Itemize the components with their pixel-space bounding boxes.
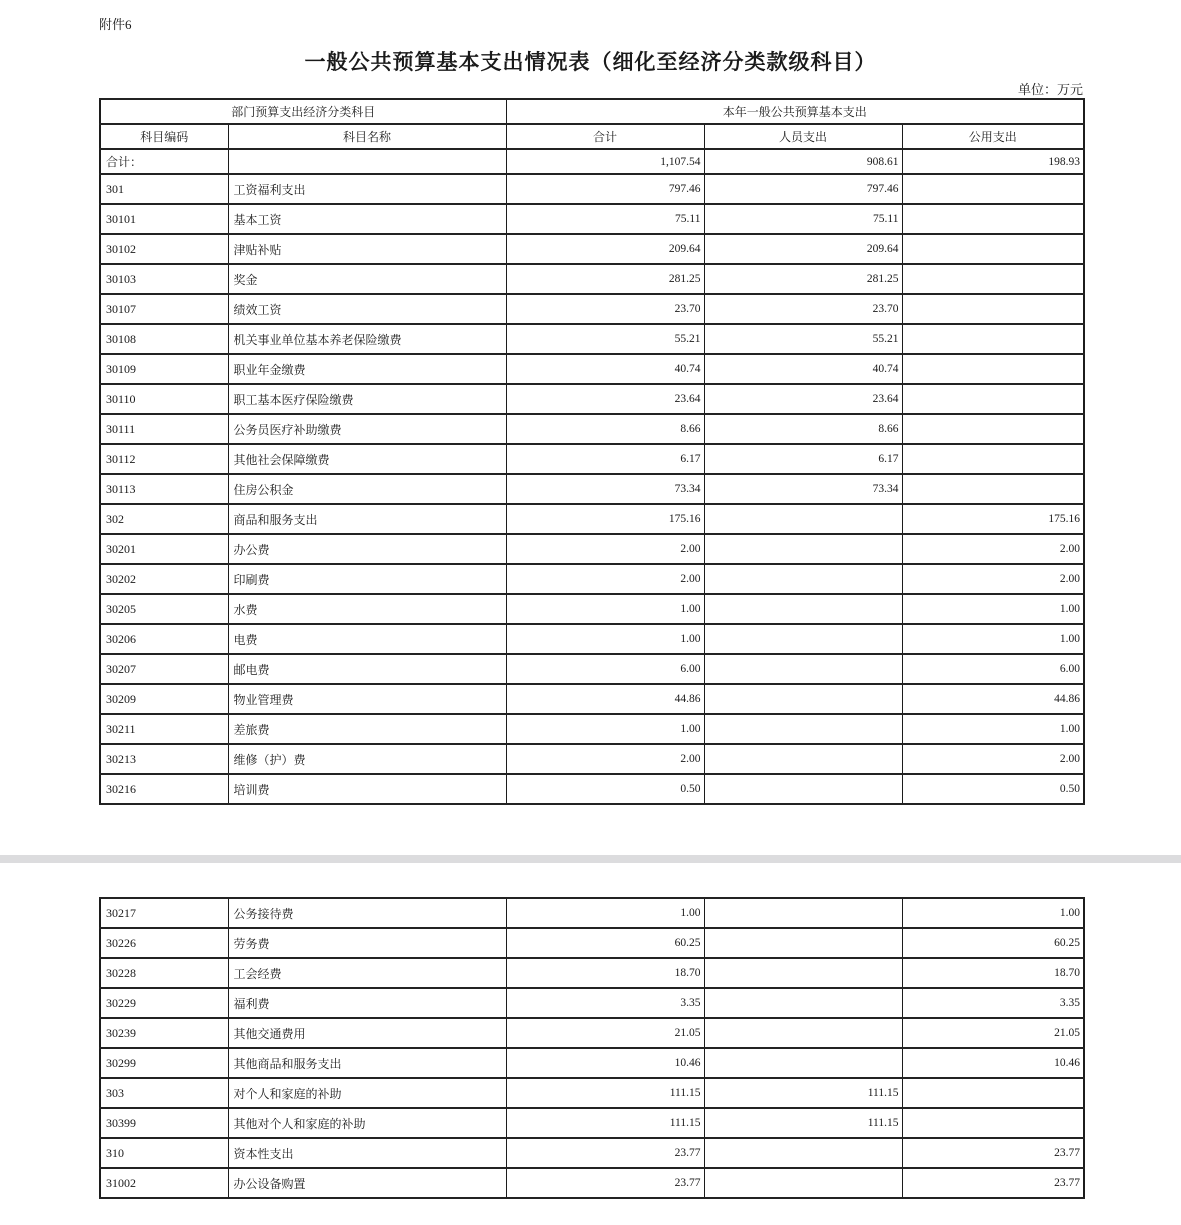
cell-personnel <box>704 988 902 1018</box>
cell-total: 23.64 <box>506 384 704 414</box>
cell-total: 175.16 <box>506 504 704 534</box>
cell-code: 30113 <box>100 474 228 504</box>
cell-personnel: 73.34 <box>704 474 902 504</box>
cell-name: 其他商品和服务支出 <box>228 1048 506 1078</box>
cell-total: 3.35 <box>506 988 704 1018</box>
cell-code: 合计： <box>100 149 228 174</box>
cell-personnel <box>704 1168 902 1198</box>
cell-personnel <box>704 564 902 594</box>
col-header-total: 合计 <box>506 124 704 149</box>
cell-personnel <box>704 534 902 564</box>
cell-total: 18.70 <box>506 958 704 988</box>
cell-public: 6.00 <box>902 654 1084 684</box>
cell-public: 175.16 <box>902 504 1084 534</box>
table-row <box>100 684 1084 714</box>
budget-table-page1 <box>99 98 1085 805</box>
cell-code: 30211 <box>100 714 228 744</box>
table-row <box>100 624 1084 654</box>
cell-total: 209.64 <box>506 234 704 264</box>
cell-name: 住房公积金 <box>228 474 506 504</box>
table-row <box>100 234 1084 264</box>
cell-name: 培训费 <box>228 774 506 804</box>
cell-name: 公务接待费 <box>228 898 506 928</box>
col-header-name: 科目名称 <box>228 124 506 149</box>
cell-code: 30112 <box>100 444 228 474</box>
budget-table-page2 <box>99 897 1085 1199</box>
cell-total: 0.50 <box>506 774 704 804</box>
table-row <box>100 564 1084 594</box>
cell-public <box>902 384 1084 414</box>
cell-name: 基本工资 <box>228 204 506 234</box>
cell-total: 44.86 <box>506 684 704 714</box>
cell-total: 6.00 <box>506 654 704 684</box>
cell-total: 8.66 <box>506 414 704 444</box>
cell-personnel: 797.46 <box>704 174 902 204</box>
cell-personnel <box>704 744 902 774</box>
cell-public <box>902 1078 1084 1108</box>
cell-personnel: 55.21 <box>704 324 902 354</box>
cell-personnel <box>704 504 902 534</box>
cell-name: 对个人和家庭的补助 <box>228 1078 506 1108</box>
table-row <box>100 1138 1084 1168</box>
cell-personnel <box>704 654 902 684</box>
cell-public: 2.00 <box>902 534 1084 564</box>
cell-name: 其他对个人和家庭的补助 <box>228 1108 506 1138</box>
table-row <box>100 294 1084 324</box>
cell-name: 办公设备购置 <box>228 1168 506 1198</box>
table-row <box>100 504 1084 534</box>
cell-name: 其他交通费用 <box>228 1018 506 1048</box>
cell-public: 60.25 <box>902 928 1084 958</box>
cell-public <box>902 444 1084 474</box>
table-row <box>100 928 1084 958</box>
unit-note: 单位：万元 <box>1017 82 1083 97</box>
cell-public <box>902 414 1084 444</box>
table-row <box>100 444 1084 474</box>
cell-code: 30110 <box>100 384 228 414</box>
cell-public: 44.86 <box>902 684 1084 714</box>
cell-total: 21.05 <box>506 1018 704 1048</box>
cell-public: 198.93 <box>902 149 1084 174</box>
cell-code: 30209 <box>100 684 228 714</box>
table-row <box>100 714 1084 744</box>
cell-personnel: 8.66 <box>704 414 902 444</box>
cell-total: 55.21 <box>506 324 704 354</box>
table-row <box>100 149 1084 174</box>
cell-name: 奖金 <box>228 264 506 294</box>
cell-personnel: 111.15 <box>704 1078 902 1108</box>
cell-name: 劳务费 <box>228 928 506 958</box>
cell-personnel: 75.11 <box>704 204 902 234</box>
table-row <box>100 1168 1084 1198</box>
cell-name: 印刷费 <box>228 564 506 594</box>
attachment-label: 附件6 <box>99 17 132 32</box>
cell-code: 30217 <box>100 898 228 928</box>
table-row <box>100 1108 1084 1138</box>
cell-name: 差旅费 <box>228 714 506 744</box>
table-header <box>100 99 1084 149</box>
cell-name <box>228 149 506 174</box>
col-header-public: 公用支出 <box>902 124 1084 149</box>
cell-public: 1.00 <box>902 594 1084 624</box>
cell-public: 2.00 <box>902 744 1084 774</box>
cell-code: 30226 <box>100 928 228 958</box>
cell-public <box>902 234 1084 264</box>
cell-total: 23.70 <box>506 294 704 324</box>
cell-total: 1.00 <box>506 714 704 744</box>
cell-code: 30111 <box>100 414 228 444</box>
cell-public <box>902 264 1084 294</box>
cell-total: 1.00 <box>506 594 704 624</box>
table-row <box>100 898 1084 928</box>
cell-personnel <box>704 594 902 624</box>
table-row <box>100 534 1084 564</box>
cell-code: 30101 <box>100 204 228 234</box>
cell-total: 23.77 <box>506 1138 704 1168</box>
cell-total: 73.34 <box>506 474 704 504</box>
cell-code: 30213 <box>100 744 228 774</box>
cell-code: 30229 <box>100 988 228 1018</box>
cell-total: 281.25 <box>506 264 704 294</box>
cell-name: 物业管理费 <box>228 684 506 714</box>
table-row <box>100 1048 1084 1078</box>
cell-code: 30202 <box>100 564 228 594</box>
cell-name: 其他社会保障缴费 <box>228 444 506 474</box>
cell-personnel: 111.15 <box>704 1108 902 1138</box>
table-row <box>100 958 1084 988</box>
cell-public: 23.77 <box>902 1138 1084 1168</box>
cell-personnel <box>704 774 902 804</box>
table-row <box>100 1018 1084 1048</box>
cell-total: 797.46 <box>506 174 704 204</box>
cell-personnel <box>704 1138 902 1168</box>
cell-public: 1.00 <box>902 714 1084 744</box>
cell-code: 31002 <box>100 1168 228 1198</box>
cell-personnel <box>704 624 902 654</box>
table-row <box>100 594 1084 624</box>
cell-code: 30102 <box>100 234 228 264</box>
cell-total: 60.25 <box>506 928 704 958</box>
cell-total: 1,107.54 <box>506 149 704 174</box>
cell-code: 30108 <box>100 324 228 354</box>
cell-name: 津贴补贴 <box>228 234 506 264</box>
cell-name: 办公费 <box>228 534 506 564</box>
cell-name: 水费 <box>228 594 506 624</box>
table-body-page1 <box>100 149 1084 804</box>
cell-code: 30201 <box>100 534 228 564</box>
cell-total: 2.00 <box>506 534 704 564</box>
cell-total: 40.74 <box>506 354 704 384</box>
table-row <box>100 654 1084 684</box>
cell-personnel: 6.17 <box>704 444 902 474</box>
table-row <box>100 414 1084 444</box>
cell-total: 1.00 <box>506 898 704 928</box>
cell-code: 30239 <box>100 1018 228 1048</box>
table-row <box>100 988 1084 1018</box>
cell-total: 111.15 <box>506 1108 704 1138</box>
cell-name: 工会经费 <box>228 958 506 988</box>
cell-name: 福利费 <box>228 988 506 1018</box>
cell-personnel <box>704 1018 902 1048</box>
cell-total: 10.46 <box>506 1048 704 1078</box>
cell-code: 302 <box>100 504 228 534</box>
cell-public: 21.05 <box>902 1018 1084 1048</box>
cell-public: 18.70 <box>902 958 1084 988</box>
cell-personnel <box>704 898 902 928</box>
cell-code: 30107 <box>100 294 228 324</box>
cell-name: 维修（护）费 <box>228 744 506 774</box>
cell-code: 30109 <box>100 354 228 384</box>
col-header-code: 科目编码 <box>100 124 228 149</box>
cell-personnel: 23.64 <box>704 384 902 414</box>
cell-name: 商品和服务支出 <box>228 504 506 534</box>
cell-personnel: 281.25 <box>704 264 902 294</box>
cell-personnel: 40.74 <box>704 354 902 384</box>
cell-personnel: 908.61 <box>704 149 902 174</box>
cell-name: 工资福利支出 <box>228 174 506 204</box>
table-row <box>100 774 1084 804</box>
cell-personnel <box>704 1048 902 1078</box>
table-row <box>100 474 1084 504</box>
cell-total: 2.00 <box>506 744 704 774</box>
cell-name: 资本性支出 <box>228 1138 506 1168</box>
cell-public: 23.77 <box>902 1168 1084 1198</box>
cell-total: 1.00 <box>506 624 704 654</box>
cell-public: 0.50 <box>902 774 1084 804</box>
cell-code: 30205 <box>100 594 228 624</box>
cell-total: 6.17 <box>506 444 704 474</box>
cell-personnel: 209.64 <box>704 234 902 264</box>
cell-public <box>902 1108 1084 1138</box>
cell-public: 10.46 <box>902 1048 1084 1078</box>
cell-personnel <box>704 958 902 988</box>
cell-public <box>902 324 1084 354</box>
cell-code: 30399 <box>100 1108 228 1138</box>
cell-name: 绩效工资 <box>228 294 506 324</box>
header-group-left: 部门预算支出经济分类科目 <box>100 99 506 124</box>
table-row <box>100 264 1084 294</box>
cell-code: 310 <box>100 1138 228 1168</box>
header-columns-row <box>100 124 1084 149</box>
table-row <box>100 204 1084 234</box>
cell-public <box>902 174 1084 204</box>
cell-name: 机关事业单位基本养老保险缴费 <box>228 324 506 354</box>
cell-code: 30206 <box>100 624 228 654</box>
page-separator <box>0 855 1181 863</box>
cell-name: 公务员医疗补助缴费 <box>228 414 506 444</box>
table-row <box>100 384 1084 414</box>
table-row <box>100 174 1084 204</box>
table-row <box>100 354 1084 384</box>
table-row <box>100 1078 1084 1108</box>
col-header-personnel: 人员支出 <box>704 124 902 149</box>
cell-personnel <box>704 714 902 744</box>
cell-public: 1.00 <box>902 898 1084 928</box>
cell-total: 23.77 <box>506 1168 704 1198</box>
table-row <box>100 324 1084 354</box>
cell-personnel <box>704 684 902 714</box>
cell-public: 3.35 <box>902 988 1084 1018</box>
cell-code: 303 <box>100 1078 228 1108</box>
cell-public <box>902 204 1084 234</box>
cell-public <box>902 354 1084 384</box>
cell-public <box>902 474 1084 504</box>
cell-personnel <box>704 928 902 958</box>
header-group-right: 本年一般公共预算基本支出 <box>506 99 1084 124</box>
cell-name: 职工基本医疗保险缴费 <box>228 384 506 414</box>
cell-code: 30228 <box>100 958 228 988</box>
table-row <box>100 744 1084 774</box>
cell-total: 75.11 <box>506 204 704 234</box>
cell-name: 电费 <box>228 624 506 654</box>
table-body-page2 <box>100 898 1084 1198</box>
cell-code: 30216 <box>100 774 228 804</box>
cell-name: 邮电费 <box>228 654 506 684</box>
cell-personnel: 23.70 <box>704 294 902 324</box>
cell-code: 30299 <box>100 1048 228 1078</box>
cell-public <box>902 294 1084 324</box>
cell-total: 111.15 <box>506 1078 704 1108</box>
header-group-row <box>100 99 1084 124</box>
cell-public: 1.00 <box>902 624 1084 654</box>
cell-code: 30103 <box>100 264 228 294</box>
cell-code: 301 <box>100 174 228 204</box>
cell-code: 30207 <box>100 654 228 684</box>
cell-public: 2.00 <box>902 564 1084 594</box>
page-title: 一般公共预算基本支出情况表（细化至经济分类款级科目） <box>304 50 877 74</box>
cell-name: 职业年金缴费 <box>228 354 506 384</box>
cell-total: 2.00 <box>506 564 704 594</box>
